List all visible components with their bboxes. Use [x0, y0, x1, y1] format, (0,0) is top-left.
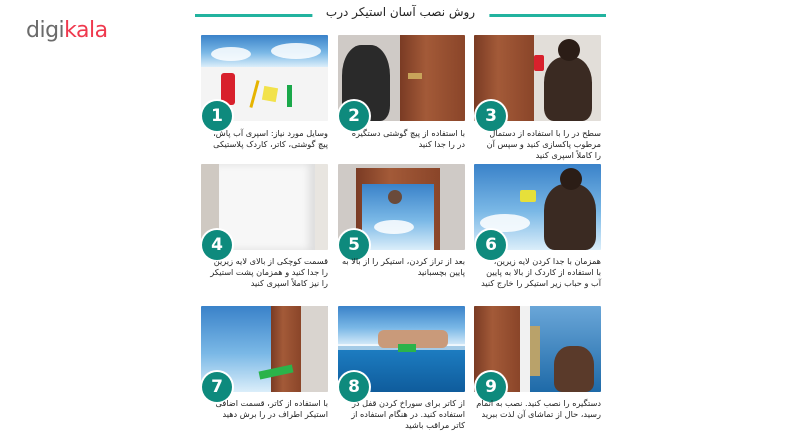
step-5-badge: 5 — [339, 230, 369, 260]
caption-line: در را جدا کنید — [418, 139, 465, 149]
caption-line: دستگیره را نصب کنید. نصب به اتمام — [476, 398, 601, 408]
step-3-caption — [469, 128, 601, 161]
caption-line: وسایل مورد نیاز: اسپری آب پاش، — [213, 128, 328, 138]
step-1-badge: 1 — [202, 101, 232, 131]
caption-line: با استفاده از کاتر، قسمت اضافی — [215, 398, 328, 408]
spray-bottle — [221, 73, 235, 105]
caption-line: همزمان با جدا کردن لایه زیرین، — [493, 256, 601, 266]
caption-line: را نیز کاملاً اسپری کنید — [250, 278, 328, 288]
step-9-badge: 9 — [476, 372, 506, 402]
caption-line: را کاملاً اسپری کنید — [535, 150, 601, 160]
step-4-badge: 4 — [202, 230, 232, 260]
step-8-badge: 8 — [339, 372, 369, 402]
caption-line: سطح در را با استفاده از دستمال — [489, 128, 601, 138]
step-7-caption — [196, 398, 328, 420]
caption-line: را جدا کنید و همزمان پشت استیکر — [210, 267, 328, 277]
caption-line: استیکر اطراف در را برش دهید — [222, 409, 328, 419]
caption-line: با استفاده از پیچ گوشتی دستگیره — [351, 128, 465, 138]
caption-line: کاتر مراقب باشید — [405, 420, 465, 430]
step-7-badge: 7 — [202, 372, 232, 402]
page-header — [195, 3, 606, 25]
step-6-badge: 6 — [476, 230, 506, 260]
logo-part-kala: kala — [64, 18, 108, 43]
caption-line: بعد از تراز کردن، استیکر را از بالا به — [341, 256, 465, 266]
step-5-caption — [333, 256, 465, 278]
caption-line: پیچ گوشتی، کاتر، کاردک پلاستیکی — [213, 139, 328, 149]
page-title: روش نصب آسان استیکر درب — [312, 3, 489, 21]
step-4-caption — [196, 256, 328, 289]
step-6-caption — [469, 256, 601, 289]
caption-line: آب و حباب زیر استیکر را خارج کنید — [481, 278, 601, 288]
caption-line: قسمت کوچکی از بالای لایه زیرین — [213, 256, 328, 266]
step-1-caption — [196, 128, 328, 150]
caption-line: با استفاده از کاردک از بالا به پایین — [486, 267, 601, 277]
caption-line: پایین بچسبانید — [417, 267, 465, 277]
step-9-caption — [469, 398, 601, 420]
step-8-caption — [333, 398, 465, 431]
caption-line: مرطوب پاکسازی کنید و سپس آن — [486, 139, 601, 149]
digikala-logo[interactable] — [26, 18, 108, 43]
step-3-badge: 3 — [476, 101, 506, 131]
logo-part-digi: digi — [26, 18, 65, 43]
caption-line: رسید، حال از تماشای آن لذت ببرید — [481, 409, 601, 419]
step-2-badge: 2 — [339, 101, 369, 131]
caption-line: استفاده کنید. در هنگام استفاده از — [351, 409, 465, 419]
caption-line: از کاتر برای سوراخ کردن قفل در — [351, 398, 465, 408]
step-2-caption — [333, 128, 465, 150]
